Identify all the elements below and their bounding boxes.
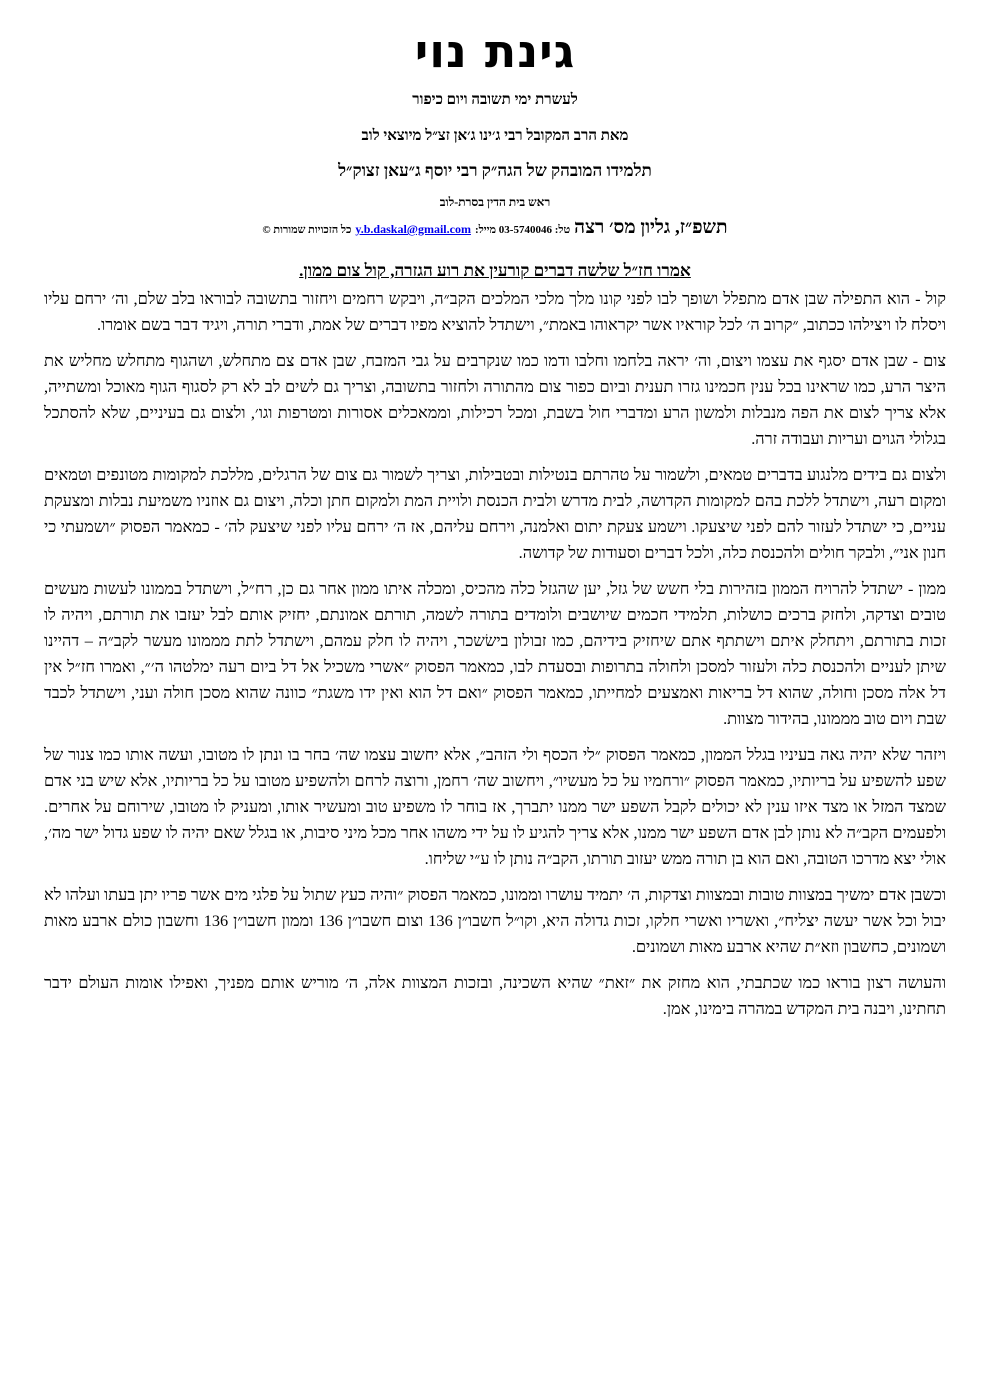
email-link[interactable]: y.b.daskal@gmail.com	[355, 222, 471, 236]
issue-number: תשפ״ז, גליון מס׳ רצה	[574, 217, 728, 238]
paragraph-humility: ויזהר שלא יהיה גאה בעיניו בגלל הממון, כמאמר הפסוק ״לי הכסף ולי הזהב״, אלא יחשוב עצמו שה׳ בחר בו ונתן לו מטובו, ועשה אותו כמו צנור של שפע להשפיע על בריותיו, כמאמר הפסוק ״ורחמיו על כל מעשיו״, ויחשוב שה׳ רחמן, ורוצה לרחם ולהשפיע מטובו על כל בריותיו, אלא שיש בני אדם שמצד המזל או מצד איזו ענין לא יכולים לקבל השפע ישר ממנו יתברך, אז בוחר לו משפיע טוב ומעשיר אותו, ומעניק לו מטובו, שירוחם על אחרים. ולפעמים הקב״ה לא נותן לבן אדם השפע ישר ממנו, אלא צריך להגיע לו על ידי משהו אחר מכל מיני סיבות, או בגלל שאם יהיה לו שפע גדול ישר מה׳, אולי יצא מדרכו הטובה, ואם הוא בן תורה ממש יעזוב תורתו, הקב״ה נותן לו ע״י שליחו.	[44, 745, 946, 868]
paragraph-tzom-continued: ולצום גם בידים מלנגוע בדברים טמאים, ולשמור על טהרתם בנטילות ובטבילות, וצריך לשמור גם צום של הרגלים, מללכת למקומות מטונפים וטמאים ומקום רעה, וישתדל ללכת בהם למקומות הקדושה, לבית מדרש ולבית הכנסת ולויית המת ולמקום חתן וכלה, ויצום גם אוזניו משמיעת נבלות ומצעקת עניים, כי ישתדל לעזור להם לפני שיצעקו. וישמע צעקת יתום ואלמנה, וירחם עליהם, אז ה׳ ירחם עליו לפני שיצעק לה׳ - כמאמר הפסוק ״ושמעתי כי חנון אני״, ולבקר חולים ולהכנסת כלה, ולכל דברים וסעודות של קדושה.	[44, 465, 946, 562]
article	[44, 260, 946, 1022]
masthead	[44, 22, 946, 242]
role-line: ראש בית הדין בסרת-לוב	[439, 195, 551, 209]
paragraph-tzom: צום - שבן אדם יסגף את עצמו ויצום, וה׳ יראה בלחמו וחלבו ודמו כמו שנקרבים על גבי המזבח, שבן אדם צם מתחלש, ושהגוף מתחלש מחליש את היצר הרע, כמו שראינו בכל ענין חכמינו גזרו תענית וביום כפור צום מהתורה ולחזור בתשובה, וצריך גם לשים לב לא רק לסגוף הגוף מאוכל ומשתייה, אלא צריך לצום את הפה מנבלות ולמשון הרע ומדברי חול בשבת, ומכל רכילות, וממאכלים אסורות ומטרפות וגו׳, ולצום גם בעיניים, שלא להסתכל בגלולי הגוים ועריות ועבודה זרה.	[44, 351, 946, 448]
newsletter-subtitle: לעשרת ימי תשובה ויום כיפור	[412, 92, 578, 108]
newsletter-page	[44, 22, 946, 1032]
author-line: מאת הרב המקובל רבי ג׳ינו ג׳אן זצ״ל מיוצאי לוב	[361, 128, 629, 144]
rights-notice: כל הזכויות שמורות ©	[262, 224, 352, 236]
student-line: תלמידו המובהק של הגה״ק רבי יוסף ג״עאן זצוק״ל	[338, 161, 652, 180]
paragraph-mamon: ממון - ישתדל להרויח הממון בזהירות בלי חשש של גזל, יען שהגזל כלה מהכיס, ומכלה איתו ממון אחר גם כן, רח״ל, וישתדל בממונו לעשות מעשים טובים וצדקה, ולחזק ברכים כושלות, תלמידי חכמים שיושבים ולומדים בתורה לשמה, תורתם אמונתם, יחזיק אותם לבל יעזבו את תורתם, ויהיה לו זכות בתורתם, ויתחלק איתם וישתתף אתם שיחזיק בידיהם, כמו זבולון בישׂשכר, ויהיה לו חלק עמהם, וישתדל לתת מממונו מעשר לקב״ה – דהיינו שיתן לעניים ולהכנסת כלה ולעזור למסכן ולחולה בתרופות ובסעדת לבו, כמאמר הפסוק ״אשרי משכיל אל דל ביום רעה ימלטהו ה׳״, ואמרו חז״ל אין דל אלה מסכן וחולה, שהוא דל בריאות ואמצעים למחייתו, כמאמר הפסוק ״ואם דל הוא ואין ידו משגת״ כוונה שהוא מסכן חולה ועני, וישתדל לכבד שבת ויום טוב מממונו, בהידור מצוות.	[44, 579, 946, 728]
article-heading	[44, 260, 946, 282]
paragraph-closing: והעושה רצון בוראו כמו שכתבתי, הוא מחזק את ״זאת״ שהיא השכינה, ובזכות המצוות אלה, ה׳ מוריש אותם מפניך, ואפילו אומות העולם ידבר תחתינו, ויבנה בית המקדש במהרה בימינו, אמן.	[44, 973, 946, 1018]
newsletter-title: גינת נוי	[414, 24, 576, 78]
paragraph-gematria: וכשבן אדם ימשיך במצוות טובות ובמצוות וצדקות, ה׳ יתמיד עושרו וממונו, כמאמר הפסוק ״והיה כעץ שתול על פלגי מים אשר פריו יתן בעתו ועלהו לא יבול וכל אשר יעשה יצליח״, ואשריו ואשרי חלקו, זכות גדולה היא, וקו״ל חשבו״ן 136 וצום חשבו״ן 136 וממון חשבו״ן 136 וחשבון כולם ארבע מאות ושמונים, כחשבון וזא״ת שהיא ארבע מאות ושמונים.	[44, 885, 946, 956]
article-heading-text: אמרו חז״ל שלשה דברים קורעין את רוע הגזרה, קול צום ממון.	[299, 261, 691, 280]
phone-label: טל: 03-5740046 מייל:	[474, 224, 571, 236]
issue-contact-line	[44, 216, 946, 242]
paragraph-kol: קול - הוא התפילה שבן אדם מתפלל ושופך לבו לפני קונו מלך מלכי המלכים הקב״ה, ויבקש רחמים ויחזור בתשובה לבוראו בלב שלם, וה׳ ירחם עליו ויסלח לו ויצילהו ככתוב, ״קרוב ה׳ לכל קוראיו אשר יקראוהו באמת״, וישתדל להוציא מפיו דברים של אמת, ודברי תורה, ויגיד דבר בשם אומרו.	[44, 289, 946, 334]
